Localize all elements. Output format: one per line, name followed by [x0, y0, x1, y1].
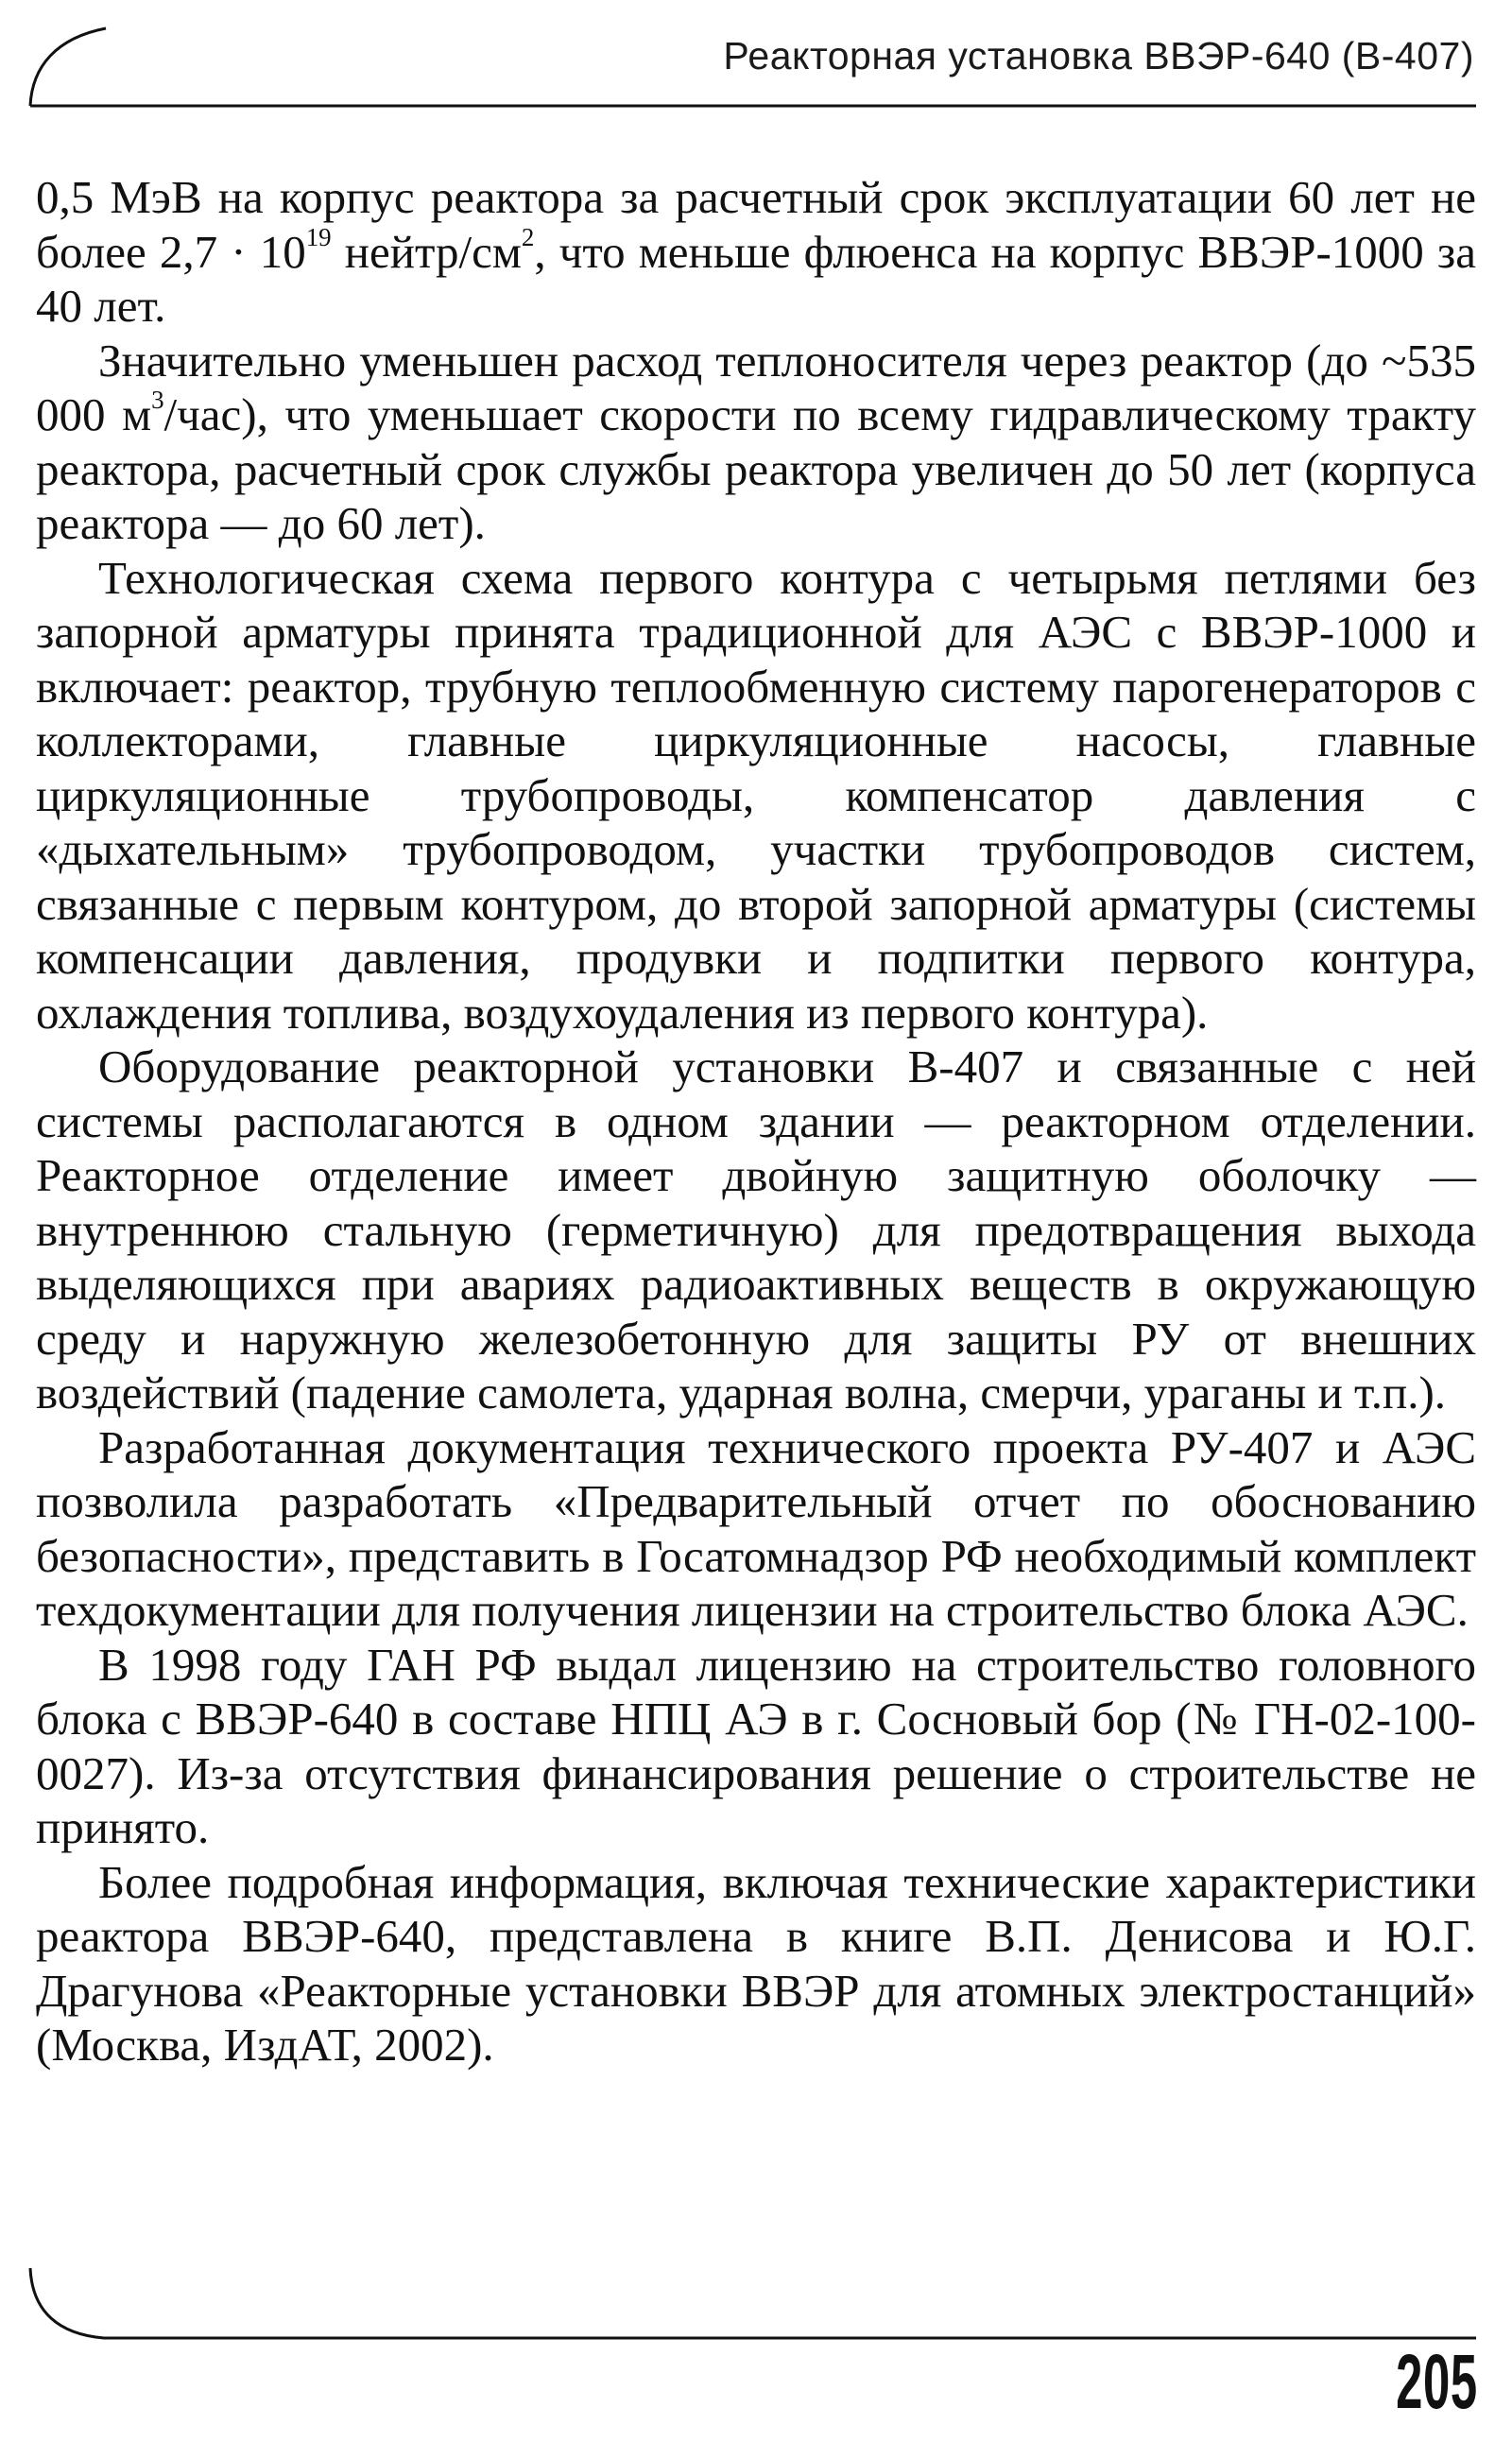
paragraph-2 [36, 334, 1476, 551]
footer-rule [30, 2268, 1476, 2338]
paragraph-6: В 1998 году ГАН РФ выдал лицензию на строительство головного блока с ВВЭР-640 в составе НПЦ АЭ в г. Сосновый бор (№ ГН-02-100-0027). Из-за отсутствия финансирования решение о строительстве не принято. [36, 1638, 1476, 1853]
paragraph-2-part-2: /час), что уменьшает скорости по всему гидравлическому тракту реактора, расчетный срок службы реактора увеличен до 50 лет (корпуса реактора — до 60 лет). [36, 388, 1476, 549]
page-number: 205 [1396, 2339, 1478, 2425]
exponent-2: 2 [521, 222, 535, 251]
paragraph-1-part-2: нейтр/см [331, 225, 522, 278]
paragraph-7: Более подробная информация, включая технические характеристики реактора ВВЭР-640, представлена в книге В.П. Денисова и Ю.Г. Драгунова «Реакторные установки ВВЭР для атомных электростанций» (Москва, ИздАТ, 2002). [36, 1855, 1476, 2071]
paragraph-1-part-1: 0,5 МэВ на корпус реактора за расчетный срок эксплуатации 60 лет не более 2,7 · 10 [36, 171, 1476, 278]
exponent-19: 19 [305, 222, 332, 251]
paragraph-4: Оборудование реакторной установки В-407 и связанные с ней системы располагаются в одном здании — реакторном отделении. Реакторное отделение имеет двойную защитную оболочку — внутреннюю стальную (герметичную) для предотвращения выхода выделяющихся при авариях радиоактивных веществ в окружающую среду и наружную железобетонную для защиты РУ от внешних воздействий (падение самолета, ударная волна, смерчи, ураганы и т.п.). [36, 1040, 1476, 1419]
paragraph-3: Технологическая схема первого контура с четырьмя петлями без запорной арматуры принята традиционной для АЭС с ВВЭР-1000 и включает: реактор, трубную теплообменную систему парогенераторов с коллекторами, главные циркуляционные насосы, главные циркуляционные трубопроводы, компенсатор давления с «дыхательным» трубопроводом, участки трубопроводов систем, связанные с первым контуром, до второй запорной арматуры (системы компенсации давления, продувки и подпитки первого контура, охлаждения топлива, воздухоудаления из первого контура). [36, 551, 1476, 1039]
body-text [36, 170, 1476, 2072]
running-head-title: Реакторная установка ВВЭР-640 (В-407) [723, 34, 1474, 77]
exponent-3: 3 [151, 386, 164, 415]
paragraph-2-part-1: Значительно уменьшен расход теплоносителя через реактор (до ~535 000 м [36, 334, 1476, 440]
paragraph-1-part-3: , что меньше флюенса на корпус ВВЭР-1000 за 40 лет. [36, 225, 1477, 332]
paragraph-1 [36, 170, 1476, 334]
paragraph-5: Разработанная документация технического проекта РУ-407 и АЭС позволила разработать «Предварительный отчет по обоснованию безопасности», представить в Госатомнадзор РФ необходимый комплект техдокументации для получения лицензии на строительство блока АЭС. [36, 1420, 1476, 1636]
